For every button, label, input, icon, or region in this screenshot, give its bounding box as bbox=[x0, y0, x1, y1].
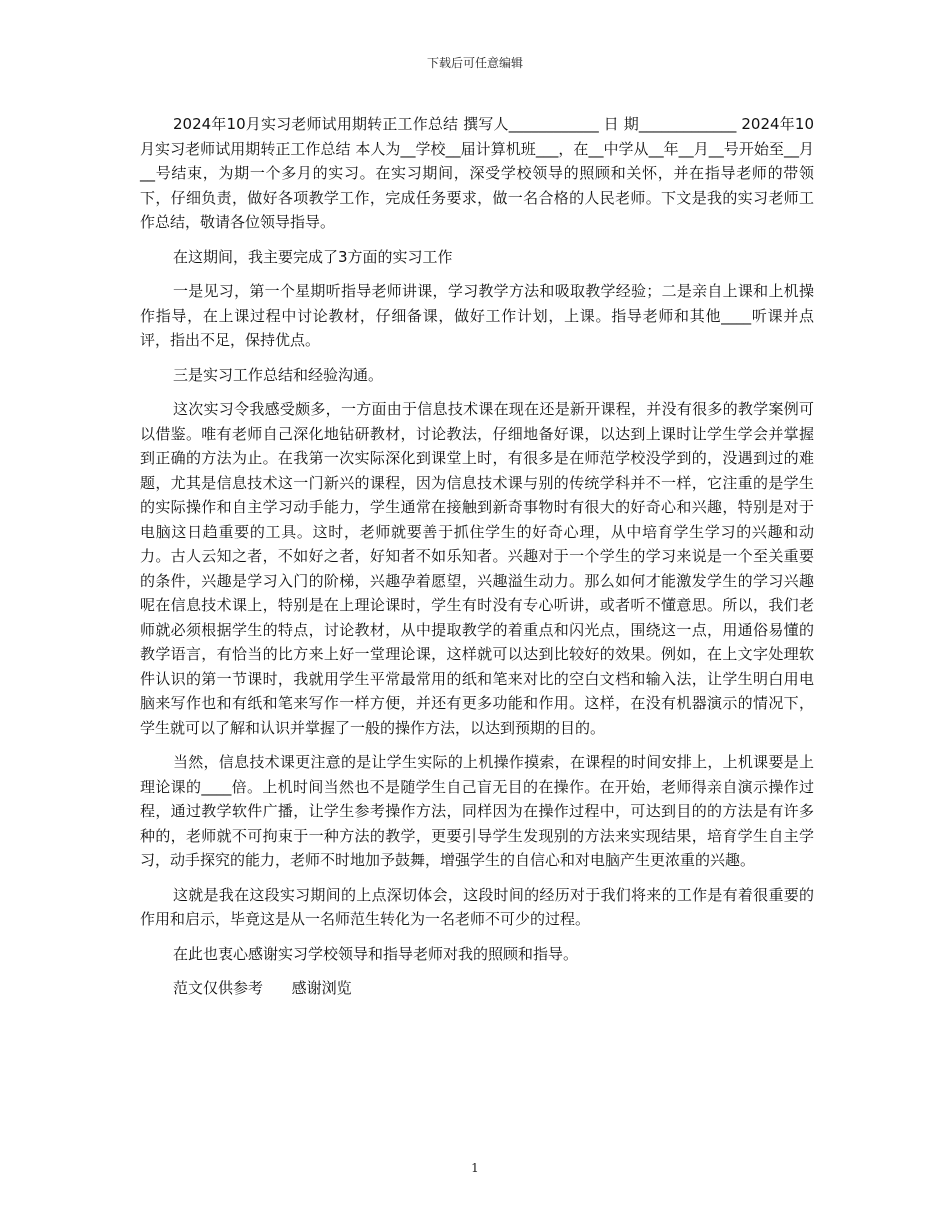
paragraph-practice-focus: 当然，信息技术课更注意的是让学生实际的上机操作摸索，在课程的时间安排上，上机课要是上理论课的____倍。上机时间当然也不是随学生自己盲无目的在操作。在开始，老师得亲自演示操作过程，通过教学软件广播，让学生参考操作方法，同样因为在操作过程中，可达到目的的方法是有许多种的，老师就不可拘束于一种方法的教学，更要引导学生发现别的方法来实现结果，培育学生自主学习，动手探究的能力，老师不时地加予鼓舞，增强学生的自信心和对电脑产生更浓重的兴趣。 bbox=[140, 753, 814, 869]
closing-note: 范文仅供参考 感谢浏览 bbox=[173, 979, 352, 997]
paragraph-experience: 这就是我在这段实习期间的上点深切体会，这段时间的经历对于我们将来的工作是有着很重要的作用和启示，毕竟这是从一名师范生转化为一名老师不可少的过程。 bbox=[140, 885, 814, 928]
paragraph-intro: 2024年10月实习老师试用期转正工作总结 撰写人____________ 日 期_____________ 2024年10月实习老师试用期转正工作总结 本人为__学校__届计算机班___，在__中学从__年__月__号开始至__月__号结束，为期一个多月的实习。在实习期间，深受学校领导的照顾和关怀，并在指导老师的带领下，仔细负责，做好各项教学工作，完成任务要求，做一名合格的人民老师。下文是我的实习老师工作总结，敬请各位领导指导。 bbox=[140, 115, 814, 231]
paragraph-reflections: 这次实习令我感受颇多，一方面由于信息技术课在现在还是新开课程，并没有很多的教学案例可以借鉴。唯有老师自己深化地钻研教材，讨论教法，仔细地备好课，以达到上课时让学生学会并掌握到正确的方法为止。在我第一次实际深化到课堂上时，有很多是在师范学校没学到的，没遇到过的难题，尤其是信息技术这一门新兴的课程，因为信息技术课与别的传统学科并不一样，它注重的是学生的实际操作和自主学习动手能力，学生通常在接触到新奇事物时有很大的好奇心和兴趣，特别是对于电脑这日趋重要的工具。这时，老师就要善于抓住学生的好奇心理，从中培育学生学习的兴趣和动力。古人云知之者，不如好之者，好知者不如乐知者。兴趣对于一个学生的学习来说是一个至关重要的条件，兴趣是学习入门的阶梯，兴趣孕着愿望，兴趣溢生动力。那么如何才能激发学生的学习兴趣呢在信息技术课上，特别是在上理论课时，学生有时没有专心听讲，或者听不懂意思。所以，我们老师就必须根据学生的特点，讨论教材，从中提取教学的着重点和闪光点，围绕这一点，用通俗易懂的教学语言，有恰当的比方来上好一堂理论课，这样就可以达到比较好的效果。例如，在上文字处理软件认识的第一节课时，我就用学生平常最常用的纸和笔来对比的空白文档和输入法，让学生明白用电脑来写作也和有纸和笔来写作一样方便，并还有更多功能和作用。这样，在没有机器演示的情况下，学生就可以了解和认识并掌握了一般的操作方法，以达到预期的目的。 bbox=[140, 400, 814, 737]
paragraph-thanks: 在此也衷心感谢实习学校领导和指导老师对我的照顾和指导。 bbox=[173, 944, 579, 963]
paragraph-work-overview: 在这期间，我主要完成了3方面的实习工作 bbox=[173, 247, 453, 266]
page-header-note: 下载后可任意编辑 bbox=[426, 56, 523, 70]
paragraph-summary-exchange: 三是实习工作总结和经验沟通。 bbox=[173, 365, 384, 384]
paragraph-observation-and-teaching: 一是见习，第一个星期听指导老师讲课，学习教学方法和吸取教学经验；二是亲自上课和上机操作指导，在上课过程中讨论教材，仔细备课，做好工作计划，上课。指导老师和其他____听课并点评，指出不足，保持优点。 bbox=[140, 282, 814, 349]
document-body bbox=[140, 112, 814, 1001]
page-number: 1 bbox=[471, 1161, 479, 1175]
